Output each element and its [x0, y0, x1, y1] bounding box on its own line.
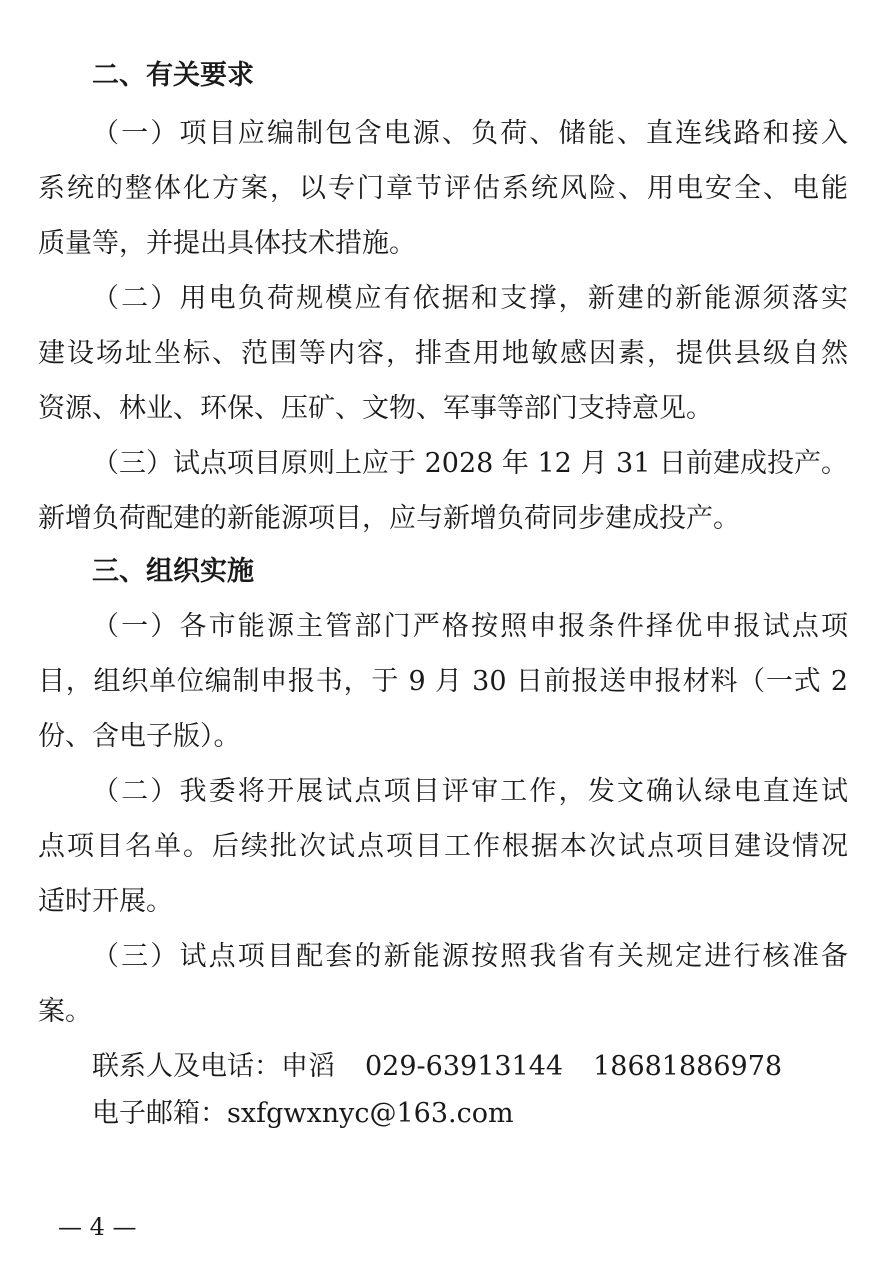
paragraph-line: 系统的整体化方案，以专门章节评估系统风险、用电安全、电能: [38, 173, 848, 204]
paragraph-line: 建设场址坐标、范围等内容，排查用地敏感因素，提供县级自然: [38, 338, 848, 369]
paragraph-line: 案。: [38, 996, 92, 1027]
contact-phone-landline: 029-63913144: [365, 1051, 564, 1082]
contact-phone-mobile: 18681886978: [593, 1051, 783, 1082]
contact-line: [92, 1049, 848, 1085]
paragraph-line: 资源、林业、环保、压矿、文物、军事等部门支持意见。: [38, 393, 713, 424]
email-label: 电子邮箱：: [92, 1098, 227, 1129]
paragraph-line: （二）用电负荷规模应有依据和支撑，新建的新能源须落实: [92, 283, 848, 314]
email-line: [92, 1096, 848, 1132]
paragraph-line: 质量等，并提出具体技术措施。: [38, 228, 416, 259]
paragraph-line: 份、含电子版）。: [38, 721, 241, 752]
paragraph-line: 新增负荷配建的新能源项目，应与新增负荷同步建成投产。: [38, 503, 740, 534]
paragraph-line: （二）我委将开展试点项目评审工作，发文确认绿电直连试: [92, 776, 848, 807]
page-number: — 4 —: [58, 1213, 137, 1241]
section-heading-implementation: 三、组织实施: [92, 556, 254, 587]
paragraph-line: （一）项目应编制包含电源、负荷、储能、直连线路和接入: [92, 118, 848, 149]
paragraph-line: 目，组织单位编制申报书，于 9 月 30 日前报送申报材料（一式 2: [38, 666, 848, 697]
contact-name: 申滔: [281, 1051, 335, 1082]
contact-label: 联系人及电话：: [92, 1051, 281, 1082]
paragraph-line: 点项目名单。后续批次试点项目工作根据本次试点项目建设情况: [38, 831, 848, 862]
section-heading-requirements: 二、有关要求: [92, 60, 254, 91]
email-address: sxfgwxnyc@163.com: [227, 1098, 514, 1129]
paragraph-line: （三）试点项目原则上应于 2028 年 12 月 31 日前建成投产。: [92, 448, 848, 479]
paragraph-line: （三）试点项目配套的新能源按照我省有关规定进行核准备: [92, 941, 848, 972]
paragraph-line: （一）各市能源主管部门严格按照申报条件择优申报试点项: [92, 611, 848, 642]
paragraph-line: 适时开展。: [38, 886, 173, 917]
